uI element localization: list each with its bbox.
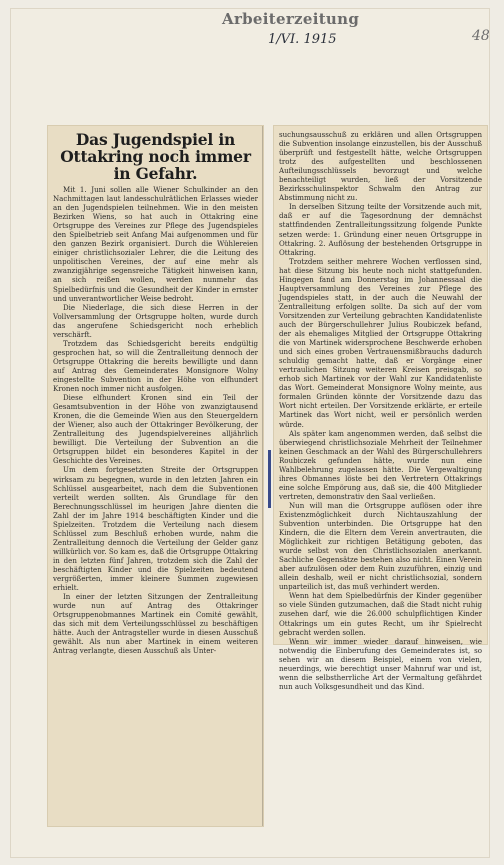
handwritten-date: 1/VI. 1915: [268, 32, 337, 47]
archive-sheet: [10, 8, 490, 858]
paragraph: Mit 1. Juni sollen alle Wiener Schulkinder an den Nachmittagen laut landesschulrätlichen Erlasses wieder an den Jugendspielen teilnehmen. Wie in den meisten Bezirken Wiens, so hat auch in Ottakring eine Ortsgruppe des Vereines zur Pflege des Jugendspieles den Spielbetrieb seit Anfang Mai aufgenommen und für den ganzen Bezirk organisiert. Durch die Wühlereien einiger christlichsozialer Lehrer, die die Leitung des unpolitischen Vereines, der auf eine mehr als zwanzigjährige segensreiche Tätigkeit hinweisen kann, an sich reißen wollen, werden nunmehr das Spielbedürfnis und die Gesundheit der Kinder in ernster und unverantwortlicher Weise bedroht.: [53, 185, 258, 303]
archive-number: 48: [472, 28, 490, 44]
left-column-text: [53, 185, 258, 655]
newspaper-masthead: Arbeiterzeitung: [222, 10, 360, 28]
article-headline: Das Jugendspiel in Ottakring noch immer in Gefahr.: [60, 130, 251, 183]
clipping-right-column: [274, 126, 487, 691]
paragraph: Nun will man die Ortsgruppe auflösen oder ihre Existenzmöglichkeit durch Nichtauszahlung der Subvention unterbinden. Die Ortsgruppe hat den Kindern, die die Eltern dem Verein anvertrauten, die Möglichkeit zur richtigen Betätigung geboten, das wurde selbst von den Christlichsozialen anerkannt. Sachliche Gegensätze bestehen also nicht. Einen Verein aber aufzulösen oder dem Ruin zuzuführen, einzig und allein deshalb, weil er nicht christlichsozial, sondern unparteilich ist, das muß verhindert werden.: [279, 500, 482, 592]
clipping-left-column: [48, 126, 263, 826]
column-divider: [262, 126, 263, 826]
paragraph: suchungsausschuß zu erklären und allen Ortsgruppen die Subvention insolange einzustellen, bis der Ausschuß überprüft und festgestellt hätte, welche Ortsgruppen trotz des aufgestellten und beschlossenen Aufteilungsschlüssels bevorzugt und welche benachteiligt wurden, ließ der Vorsitzende Bezirksschulinspektor Schwalm den Antrag zur Abstimmung nicht zu.: [279, 130, 482, 203]
paragraph: Als später kam angenommen werden, daß selbst die überwiegend christlichsoziale Mehrheit der Teilnehmer keinen Geschmack an der Wahl des Bürgerschullehrers Roubiczek gefunden hätte, wurde nun eine Wahlbelehrung zugelassen hätte. Die Vergewaltigung ihres Obmannes löste bei den Vertretern Ottakrings eine solche Empörung aus, daß sie, die 400 Mitglieder vertreten, demonstrativ den Saal verließen.: [279, 428, 482, 501]
paragraph: Wenn hat dem Spielbedürfnis der Kinder gegenüber so viele Sünden gutzumachen, daß die Stadt nicht ruhig zusehen darf, wie die 26.000 schulpflichtigen Kinder Ottakrings um ein gutes Recht, um ihr Spielrecht gebracht werden sollen.: [279, 591, 482, 637]
paragraph: Diese elfhundert Kronen sind ein Teil der Gesamtsubvention in der Höhe von zwanzigtausend Kronen, die die Gemeinde Wien aus den Steuergeldern der Wiener, also auch der Ottakringer Bevölkerung, der Zentralleitung des Jugendspielvereines alljährlich bewilligt. Die Verteilung der Subvention an die Ortsgruppen bildet ein besonderes Kapitel in der Geschichte des Vereines.: [53, 393, 258, 466]
paragraph: Trotzdem seither mehrere Wochen verflossen sind, hat diese Sitzung bis heute noch nicht stattgefunden. Hingegen fand am Donnerstag im Johannessaal die Hauptversammlung des Vereines zur Pflege des Jugendspieles statt, in der auch die Neuwahl der Zentralleitung erfolgen sollte. Da sich auf der vom Vorsitzenden zur Verteilung gebrachten Kandidatenliste auch der Bürgerschullehrer Julius Roubiczek befand, der als ehemaliges Mitglied der Ortsgruppe Ottakring die von Martinek widersprochene Beschwerde erhoben und sich eines groben Vertrauensmißbrauchs dadurch schuldig gemacht hatte, daß er Vorgänge einer vertraulichen Sitzung weiteren Kreisen preisgab, so erhob sich Martinek vor der Wahl zur Kandidatenliste das Wort. Gemeinderat Monsignore Wolny meinte, aus formalen Gründen könnte der Vorsitzende dazu das Wort nicht erteilen. Der Vorsitzende erklärte, er erteile Martinek das Wort nicht, weil er persönlich werden würde.: [279, 256, 482, 429]
paragraph: In derselben Sitzung teilte der Vorsitzende auch mit, daß er auf die Tagesordnung der demnächst stattfindenden Zentralleitungssitzung folgende Punkte setzen werde: 1. Gründung einer neuen Ortsgruppe in Ottakring. 2. Auflösung der bestehenden Ortsgruppe in Ottakring.: [279, 202, 482, 257]
paragraph: Wenn wir immer wieder darauf hinweisen, wie notwendig die Einberufung des Gemeinderates ist, so sehen wir an diesem Beispiel, einem von vielen, neuerdings, wie berechtigt unser Mahnruf war und ist, wenn die selbstherrliche Art der Vermaltung gefährdet nun auch Volksgesundheit und das Kind.: [279, 636, 482, 691]
paragraph: Die Niederlage, die sich diese Herren in der Vollversammlung der Ortsgruppe holten, wurde durch das angerufene Schiedsgericht noch erheblich verschärft.: [53, 302, 258, 339]
blue-pencil-mark: [268, 450, 271, 508]
paragraph: In einer der letzten Sitzungen der Zentralleitung wurde nun auf Antrag des Ottakringer Ortsgruppenobmannes Martinek ein Comité gewählt, das sich mit dem Verteilungsschlüssel zu beschäftigen hätte. Auch der Antragsteller wurde in diesen Ausschuß gewählt. Als nun aber Martinek in einem weiteren Antrag verlangte, diesen Ausschuß als Unter-: [53, 592, 258, 656]
right-column-text: [279, 130, 482, 691]
paragraph: Um dem fortgesetzten Streite der Ortsgruppen wirksam zu begegnen, wurde in den letzten Jahren ein Schlüssel ausgearbeitet, nach dem die Subventionen verteilt werden sollten. Als Grundlage für den Berechnungsschlüssel im heurigen Jahre dienten die Zahl der im Jahre 1914 beschäftigten Kinder und die Spielzeiten. Trotzdem die Verteilung nach diesem Schlüssel zum Beschluß erhoben wurde, nahm die Zentralleitung dennoch die Verteilung der Gelder ganz willkürlich vor. So kam es, daß die Ortsgruppe Ottakring in den letzten fünf Jahren, trotzdem sich die Zahl der beschäftigten Kinder und die Spielzeiten bedeutend vergrößerten, immer kleinere Summen zugewiesen erhielt.: [53, 465, 258, 593]
paragraph: Trotzdem das Schiedsgericht bereits endgültig gesprochen hat, so will die Zentralleitung dennoch der Ortsgruppe Ottakring die bereits bewilligte und dann auf Antrag des Gemeinderates Monsignore Wolny eingestellte Subvention in der Höhe von elfhundert Kronen noch immer nicht ausfolgen.: [53, 338, 258, 394]
